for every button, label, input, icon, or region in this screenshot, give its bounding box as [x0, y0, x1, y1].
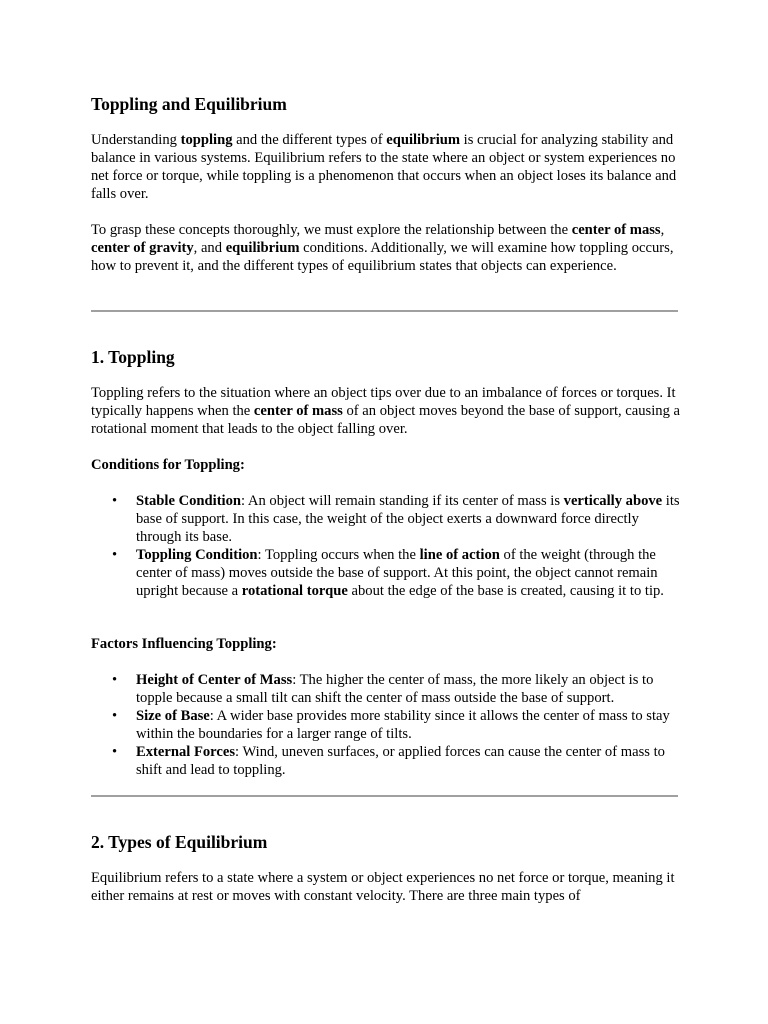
page-title: Toppling and Equilibrium [91, 94, 287, 114]
conditions-heading: Conditions for Toppling: [91, 457, 245, 473]
bullet-icon: • [112, 672, 118, 688]
list-item-text: Size of Base: A wider base provides more stability since it allows the center of mass to stay within the boundaries for a larger range of tilts. [136, 708, 670, 742]
factors-heading: Factors Influencing Toppling: [91, 636, 277, 652]
factors-list [91, 671, 681, 779]
bold-term: equilibrium [386, 132, 461, 148]
bold-term: equilibrium [225, 240, 300, 256]
list-item [91, 707, 681, 743]
bullet-icon: • [112, 708, 118, 724]
list-item-text: Height of Center of Mass: The higher the center of mass, the more likely an object is to topple because a small tilt can shift the center of mass outside the base of support. [136, 672, 654, 706]
list-item [91, 743, 681, 779]
bold-term: vertically above [563, 493, 663, 509]
bold-term: toppling [180, 132, 233, 148]
equilibrium-paragraph: Equilibrium refers to a state where a system or object experiences no net force or torque, meaning it either remains at rest or moves with constant velocity. There are three main types of [91, 870, 675, 904]
bullet-icon: • [112, 547, 118, 563]
bold-term: Height of Center of Mass [136, 672, 293, 688]
toppling-paragraph: Toppling refers to the situation where an object tips over due to an imbalance of forces or torques. It typically happens when the center of mass of an object moves beyond the base of support, causing a rotational moment that leads to the object falling over. [91, 385, 681, 437]
list-item [91, 546, 681, 600]
bullet-icon: • [112, 493, 118, 509]
list-item-text: External Forces: Wind, uneven surfaces, or applied forces can cause the center of mass to shift and lead to toppling. [136, 744, 665, 778]
intro-paragraph-2: To grasp these concepts thoroughly, we must explore the relationship between the center of mass, center of gravity, and equilibrium conditions. Additionally, we will examine how toppling occurs, how to prevent it, and the different types of equilibrium states that objects can experience. [91, 222, 674, 274]
section-heading-equilibrium: 2. Types of Equilibrium [91, 832, 268, 852]
bold-term: rotational torque [241, 583, 348, 599]
bold-term: External Forces [136, 744, 236, 760]
bold-term: line of action [419, 547, 500, 563]
list-item [91, 671, 681, 707]
section-divider-1 [91, 310, 678, 312]
intro-paragraph-1: Understanding toppling and the different types of equilibrium is crucial for analyzing stability and balance in various systems. Equilibrium refers to the state where an object or system experiences no net force or torque, while toppling is a phenomenon that occurs when an object loses its balance and falls over. [91, 132, 677, 202]
conditions-list [91, 492, 681, 600]
bullet-icon: • [112, 744, 118, 760]
bold-term: Size of Base [136, 708, 210, 724]
list-item [91, 492, 681, 546]
bold-term: center of mass [571, 222, 661, 238]
bold-term: center of mass [253, 403, 343, 419]
bold-term: Stable Condition [136, 493, 242, 509]
bold-term: center of gravity [91, 240, 194, 256]
section-heading-toppling: 1. Toppling [91, 347, 175, 367]
section-divider-2 [91, 795, 678, 797]
list-item-text: Toppling Condition: Toppling occurs when the line of action of the weight (through the center of mass) moves outside the base of support. At this point, the object cannot remain upright because a rotational torque about the edge of the base is created, causing it to tip. [136, 547, 664, 599]
list-item-text: Stable Condition: An object will remain standing if its center of mass is vertically above its base of support. In this case, the weight of the object exerts a downward force directly through its base. [136, 493, 680, 545]
bold-term: Toppling Condition [136, 547, 258, 563]
